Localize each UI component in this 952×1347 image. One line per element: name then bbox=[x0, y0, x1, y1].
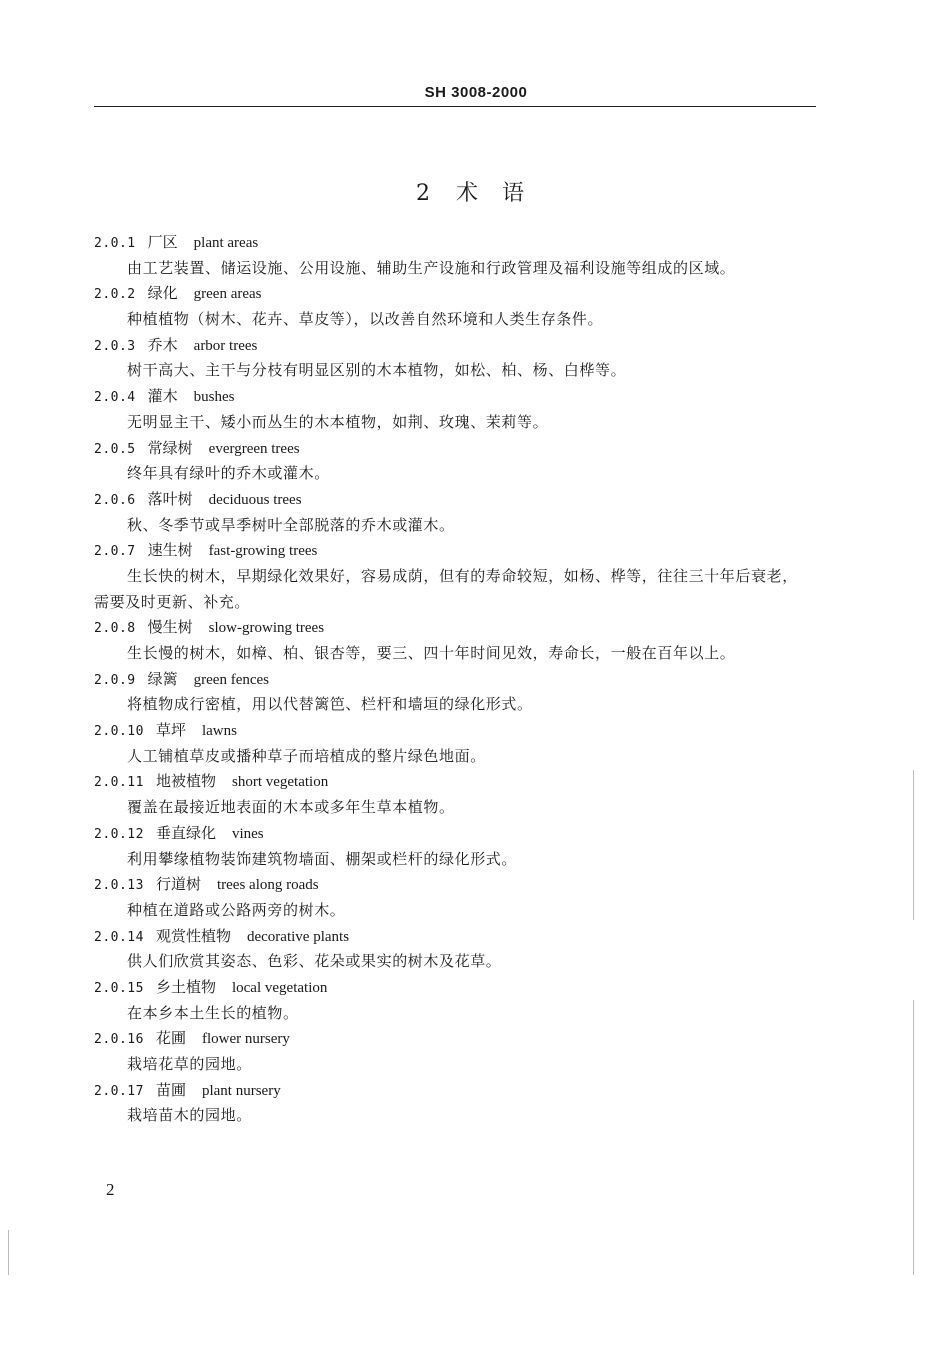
term-english: fast-growing trees bbox=[208, 543, 318, 560]
chapter-number: 2 bbox=[415, 181, 430, 206]
scan-edge-line bbox=[913, 1000, 914, 1275]
term-entry bbox=[94, 1078, 824, 1129]
term-english: deciduous trees bbox=[208, 491, 302, 508]
term-definition: 终年具有绿叶的乔木或灌木。 bbox=[127, 464, 330, 483]
standard-code-header: SH 3008-2000 bbox=[424, 84, 528, 101]
term-number: 2.0.12 bbox=[94, 826, 144, 842]
term-entry bbox=[94, 718, 824, 769]
term-entry bbox=[94, 667, 824, 718]
term-definition: 种植植物（树木、花卉、草皮等），以改善自然环境和人类生存条件。 bbox=[127, 310, 604, 329]
term-definition: 树干高大、主干与分枝有明显区别的木本植物，如松、柏、杨、白桦等。 bbox=[127, 361, 627, 380]
term-number: 2.0.7 bbox=[94, 544, 136, 560]
term-number: 2.0.10 bbox=[94, 724, 144, 740]
term-chinese: 常绿树 bbox=[147, 438, 193, 457]
term-number: 2.0.8 bbox=[94, 621, 136, 637]
term-definition-line: 生长快的树木，早期绿化效果好，容易成荫，但有的寿命较短，如杨、桦等，往往三十年后衰老， bbox=[127, 566, 798, 585]
term-number: 2.0.17 bbox=[94, 1083, 144, 1099]
term-definition: 由工艺装置、储运设施、公用设施、辅助生产设施和行政管理及福利设施等组成的区域。 bbox=[127, 258, 736, 277]
term-english: green fences bbox=[193, 671, 270, 688]
term-number: 2.0.13 bbox=[94, 878, 144, 894]
term-definition: 生长慢的树木，如樟、柏、银杏等，要三、四十年时间见效，寿命长，一般在百年以上。 bbox=[127, 644, 736, 662]
term-chinese: 草坪 bbox=[155, 721, 186, 740]
term-entry bbox=[94, 769, 824, 820]
term-definition: 在本乡本土生长的植物。 bbox=[127, 1003, 299, 1022]
term-chinese: 乔木 bbox=[147, 335, 178, 354]
term-chinese: 绿化 bbox=[147, 284, 178, 303]
term-definition: 人工铺植草皮或播种草子而培植成的整片绿色地面。 bbox=[127, 746, 486, 765]
term-entry bbox=[94, 281, 824, 332]
term-definition: 将植物成行密植，用以代替篱笆、栏杆和墙垣的绿化形式。 bbox=[127, 695, 533, 714]
term-chinese: 观赏性植物 bbox=[155, 926, 231, 945]
term-chinese: 花圃 bbox=[155, 1029, 186, 1048]
term-entry bbox=[94, 1026, 824, 1077]
term-definition bbox=[94, 564, 824, 615]
term-chinese: 垂直绿化 bbox=[155, 823, 216, 842]
term-english: arbor trees bbox=[193, 337, 258, 354]
term-english: lawns bbox=[201, 723, 237, 740]
term-definition: 利用攀缘植物装饰建筑物墙面、棚架或栏杆的绿化形式。 bbox=[127, 849, 518, 868]
term-chinese: 行道树 bbox=[155, 875, 201, 894]
term-entry bbox=[94, 384, 824, 435]
term-number: 2.0.4 bbox=[94, 390, 136, 406]
scan-edge-line bbox=[913, 770, 914, 920]
term-chinese: 慢生树 bbox=[147, 618, 193, 637]
chapter-title-char-2: 语 bbox=[502, 181, 525, 206]
term-english: evergreen trees bbox=[208, 440, 300, 457]
term-definition: 覆盖在最接近地表面的木本或多年生草本植物。 bbox=[127, 798, 455, 817]
term-chinese: 地被植物 bbox=[155, 772, 216, 791]
chapter-title-char-1: 术 bbox=[455, 181, 478, 206]
term-entry bbox=[94, 538, 824, 615]
term-number: 2.0.14 bbox=[94, 929, 144, 945]
term-entry bbox=[94, 872, 824, 923]
term-english: local vegetation bbox=[231, 979, 328, 996]
term-english: plant nursery bbox=[201, 1082, 281, 1099]
term-number: 2.0.1 bbox=[94, 236, 136, 251]
page-number: 2 bbox=[106, 1180, 115, 1199]
term-entry bbox=[94, 821, 824, 872]
term-list bbox=[94, 230, 824, 1129]
term-chinese: 苗圃 bbox=[155, 1080, 186, 1099]
term-definition: 无明显主干、矮小而丛生的木本植物，如荆、玫瑰、茉莉等。 bbox=[127, 412, 549, 431]
term-definition: 栽培花草的园地。 bbox=[127, 1055, 252, 1073]
term-chinese: 落叶树 bbox=[147, 489, 193, 508]
term-chinese: 绿篱 bbox=[147, 669, 178, 688]
term-chinese: 厂区 bbox=[147, 233, 178, 251]
term-english: short vegetation bbox=[231, 774, 329, 791]
term-english: vines bbox=[231, 825, 264, 842]
term-english: decorative plants bbox=[246, 928, 350, 945]
term-number: 2.0.5 bbox=[94, 441, 136, 457]
term-entry bbox=[94, 615, 824, 666]
term-english: plant areas bbox=[193, 235, 259, 251]
term-english: trees along roads bbox=[216, 877, 319, 894]
term-number: 2.0.11 bbox=[94, 775, 144, 791]
term-number: 2.0.3 bbox=[94, 338, 136, 354]
term-number: 2.0.15 bbox=[94, 980, 144, 996]
term-entry bbox=[94, 924, 824, 975]
header-divider bbox=[94, 106, 816, 107]
term-chinese: 灌木 bbox=[147, 387, 178, 406]
term-number: 2.0.16 bbox=[94, 1032, 144, 1048]
term-definition-continuation: 需要及时更新、补充。 bbox=[94, 592, 251, 611]
term-chinese: 乡土植物 bbox=[155, 977, 216, 996]
term-entry bbox=[94, 333, 824, 384]
term-definition: 秋、冬季节或旱季树叶全部脱落的乔木或灌木。 bbox=[127, 515, 455, 534]
term-english: flower nursery bbox=[201, 1031, 290, 1048]
term-number: 2.0.6 bbox=[94, 492, 136, 508]
term-number: 2.0.9 bbox=[94, 672, 136, 688]
term-entry bbox=[94, 230, 824, 281]
scan-edge-line bbox=[8, 1230, 9, 1275]
chapter-title bbox=[0, 176, 952, 207]
term-definition: 栽培苗木的园地。 bbox=[127, 1106, 252, 1125]
term-english: green areas bbox=[193, 286, 262, 303]
term-definition: 种植在道路或公路两旁的树木。 bbox=[127, 900, 346, 919]
term-chinese: 速生树 bbox=[147, 541, 193, 560]
term-english: bushes bbox=[193, 389, 235, 406]
term-entry bbox=[94, 975, 824, 1026]
term-number: 2.0.2 bbox=[94, 287, 136, 303]
term-entry bbox=[94, 436, 824, 487]
term-english: slow-growing trees bbox=[208, 620, 325, 637]
term-definition: 供人们欣赏其姿态、色彩、花朵或果实的树木及花草。 bbox=[127, 952, 502, 971]
term-entry bbox=[94, 487, 824, 538]
